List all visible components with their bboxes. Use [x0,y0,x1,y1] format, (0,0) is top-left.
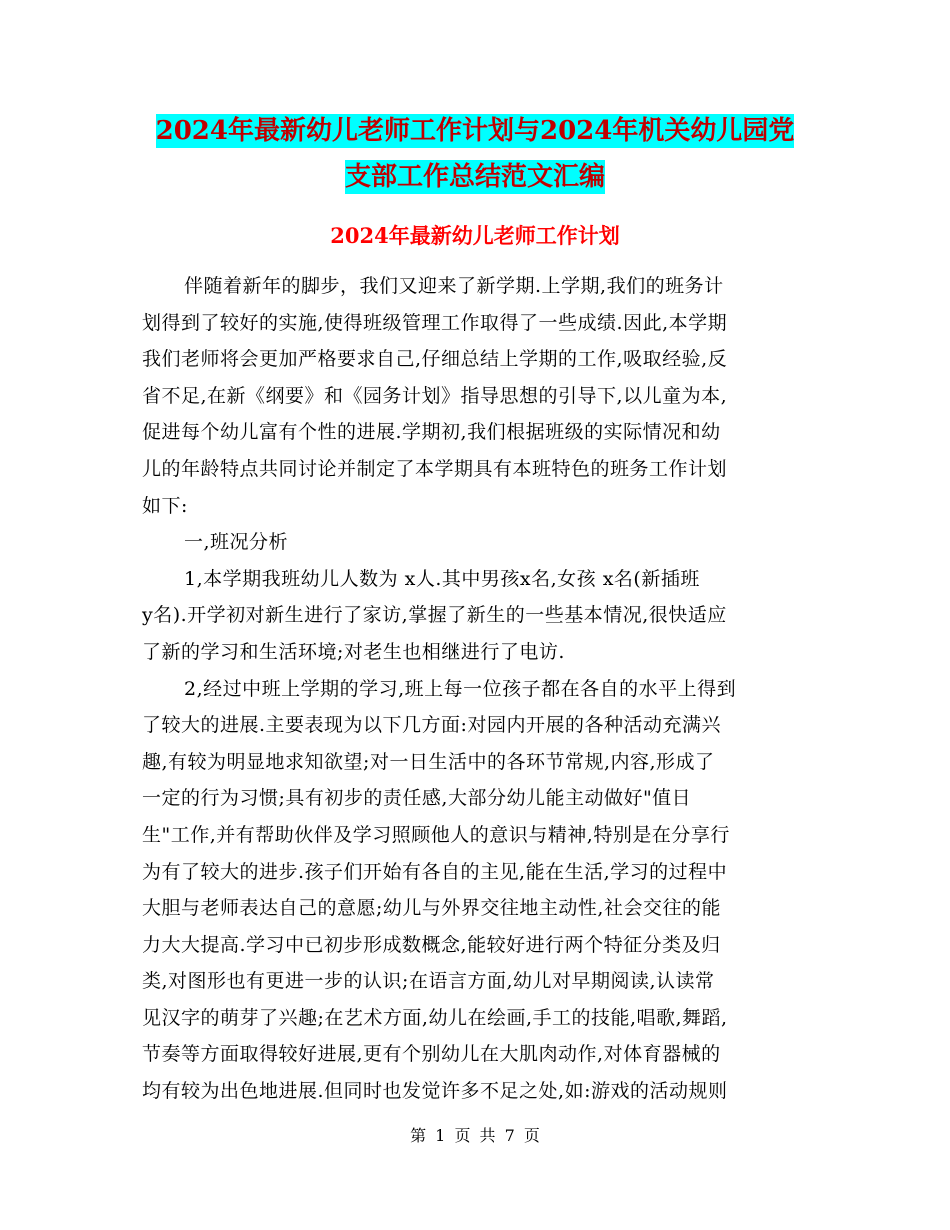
body-line: 如下: [142,494,188,517]
body-line: 为有了较大的进步.孩子们开始有各自的主见,能在生活,学习的过程中 [142,860,728,883]
body-line: 均有较为出色地进展.但同时也发觉许多不足之处,如:游戏的活动规则 [142,1080,728,1103]
body-line: 见汉字的萌芽了兴趣;在艺术方面,幼儿在绘画,手工的技能,唱歌,舞蹈, [142,1006,728,1029]
body-line: 一,班况分析 [184,531,289,554]
body-line: 类,对图形也有更进一步的认识;在语言方面,幼儿对早期阅读,认读常 [142,970,715,993]
body-line: 2,经过中班上学期的学习,班上每一位孩子都在各自的水平上得到 [184,677,737,700]
body-line: 大胆与老师表达自己的意愿;幼儿与外界交往地主动性,社会交往的能 [142,897,721,920]
body-line: 1,本学期我班幼儿人数为 x人.其中男孩x名,女孩 x名(新插班 [184,567,700,590]
body-line: 一定的行为习惯;具有初步的责任感,大部分幼儿能主动做好"值日 [142,787,692,810]
body-line: 了较大的进展.主要表现为以下几方面:对园内开展的各种活动充满兴 [142,714,721,737]
section-title: 2024年最新幼儿老师工作计划 [330,223,620,248]
body-line: 节奏等方面取得较好进展,更有个别幼儿在大肌肉动作,对体育器械的 [142,1043,721,1066]
body-line: 划得到了较好的实施,使得班级管理工作取得了一些成绩.因此,本学期 [142,311,728,334]
body-text [142,268,808,1110]
body-line: 趣,有较为明显地求知欲望;对一日生活中的各环节常规,内容,形成了 [142,750,715,773]
body-line: 力大大提高.学习中已初步形成数概念,能较好进行两个特征分类及归 [142,933,721,956]
body-line: 生"工作,并有帮助伙伴及学习照顾他人的意识与精神,特别是在分享行 [142,823,730,846]
document-title [0,108,950,200]
title-line-1: 2024年最新幼儿老师工作计划与2024年机关幼儿园党 [155,116,795,146]
body-line: 我们老师将会更加严格要求自己,仔细总结上学期的工作,吸取经验,反 [142,348,728,371]
body-line: 伴随着新年的脚步，我们又迎来了新学期.上学期,我们的班务计 [184,275,724,297]
title-line-2: 支部工作总结范文汇编 [344,162,605,192]
body-line: 儿的年龄特点共同讨论并制定了本学期具有本班特色的班务工作计划 [142,457,728,480]
page-footer: 第 1 页 共 7 页 [410,1126,540,1145]
body-line: 促进每个幼儿富有个性的进展.学期初,我们根据班级的实际情况和幼 [142,421,721,444]
body-line: 了新的学习和生活环境;对老生也相继进行了电访. [142,640,565,663]
body-line: y名).开学初对新生进行了家访,掌握了新生的一些基本情况,很快适应 [142,604,727,627]
body-line: 省不足,在新《纲要》和《园务计划》指导思想的引导下,以儿童为本, [142,384,728,407]
